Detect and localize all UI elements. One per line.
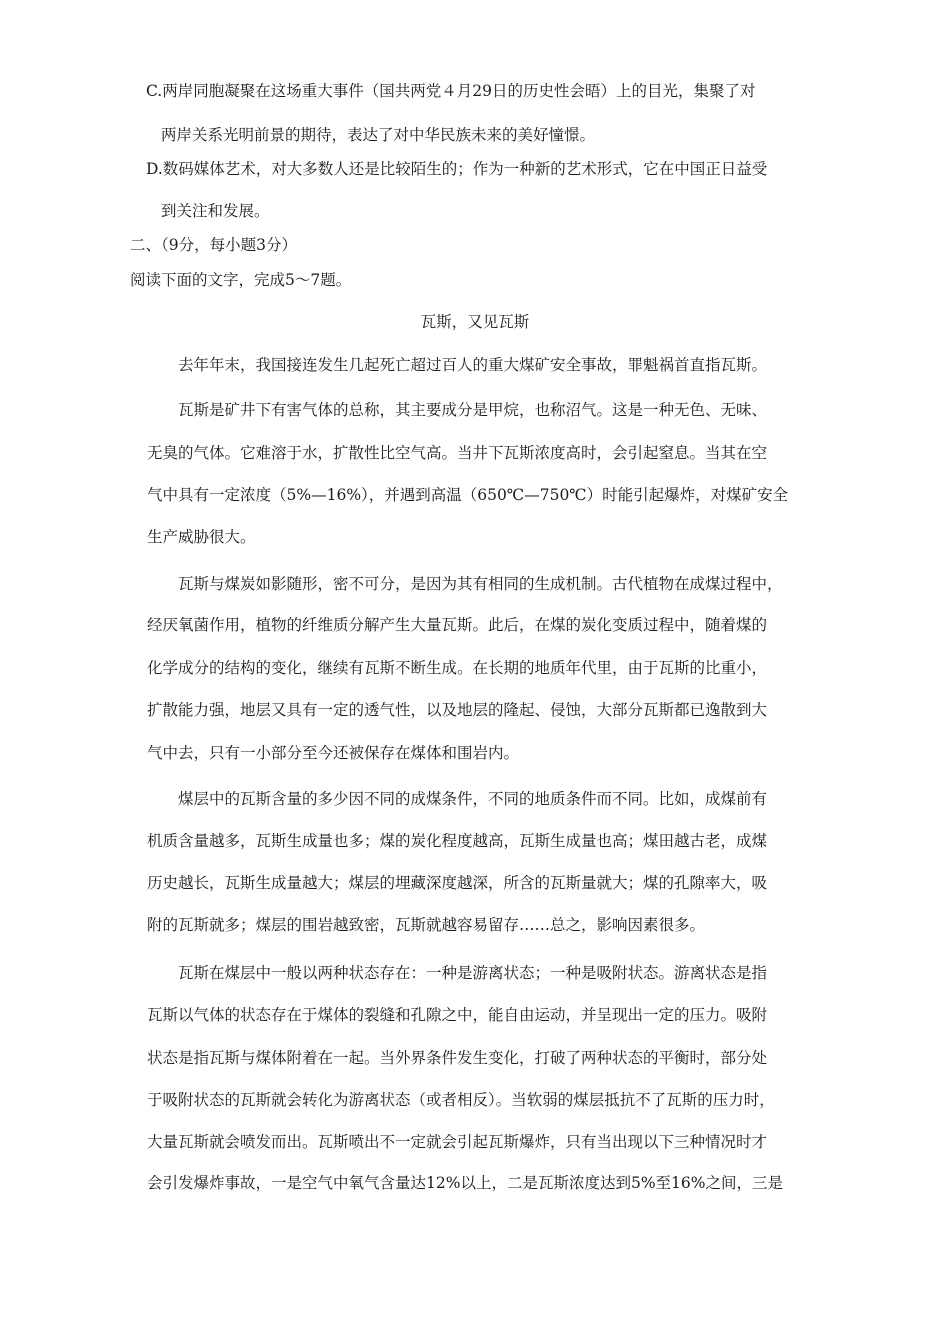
paragraph-3-line-2: 经厌氧菌作用，植物的纤维质分解产生大量瓦斯。此后，在煤的炭化变质过程中，随着煤的 <box>147 616 768 634</box>
paragraph-5-line-2: 瓦斯以气体的状态存在于煤体的裂缝和孔隙之中，能自由运动，并呈现出一定的压力。吸附 <box>147 1006 768 1024</box>
paragraph-5-line-3: 状态是指瓦斯与煤体附着在一起。当外界条件发生变化，打破了两种状态的平衡时，部分处 <box>147 1049 768 1067</box>
paragraph-3-line-3: 化学成分的结构的变化，继续有瓦斯不断生成。在长期的地质年代里，由于瓦斯的比重小， <box>147 659 768 677</box>
paragraph-3-line-1: 瓦斯与煤炭如影随形，密不可分，是因为其有相同的生成机制。古代植物在成煤过程中， <box>178 575 783 593</box>
paragraph-5-line-1: 瓦斯在煤层中一般以两种状态存在：一种是游离状态；一种是吸附状态。游离状态是指 <box>178 964 768 982</box>
paragraph-3-line-5: 气中去，只有一小部分至今还被保存在煤体和围岩内。 <box>147 744 520 762</box>
option-c-line-1: C.两岸同胞凝聚在这场重大事件（国共两党４月29日的历史性会晤）上的目光，集聚了对 <box>146 82 756 100</box>
paragraph-4-line-4: 附的瓦斯就多；煤层的围岩越致密，瓦斯就越容易留存……总之，影响因素很多。 <box>147 916 706 934</box>
article-title: 瓦斯，又见瓦斯 <box>420 313 530 331</box>
paragraph-2-line-3: 气中具有一定浓度（5%—16%），并遇到高温（650℃—750℃）时能引起爆炸，对煤矿安全 <box>147 486 789 504</box>
option-d-line-2: 到关注和发展。 <box>161 202 270 220</box>
option-c-line-2: 两岸关系光明前景的期待，表达了对中华民族未来的美好憧憬。 <box>161 126 596 144</box>
paragraph-5-line-6: 会引发爆炸事故，一是空气中氧气含量达12%以上，二是瓦斯浓度达到5%至16%之间，三是 <box>147 1174 783 1192</box>
paragraph-5-line-4: 于吸附状态的瓦斯就会转化为游离状态（或者相反）。当软弱的煤层抵抗不了瓦斯的压力时， <box>147 1091 775 1109</box>
section-heading: 二、（9分，每小题3分） <box>130 236 297 254</box>
option-d-line-1: D.数码媒体艺术，对大多数人还是比较陌生的；作为一种新的艺术形式，它在中国正日益受 <box>146 160 768 178</box>
paragraph-5-line-5: 大量瓦斯就会喷发而出。瓦斯喷出不一定就会引起瓦斯爆炸，只有当出现以下三种情况时才 <box>147 1133 768 1151</box>
section-instruction: 阅读下面的文字，完成5～7题。 <box>130 271 352 289</box>
paragraph-2-line-2: 无臭的气体。它难溶于水，扩散性比空气高。当井下瓦斯浓度高时，会引起窒息。当其在空 <box>147 444 768 462</box>
paragraph-2-line-1: 瓦斯是矿井下有害气体的总称，其主要成分是甲烷，也称沼气。这是一种无色、无味、 <box>178 401 768 419</box>
paragraph-1-line-1: 去年年末，我国接连发生几起死亡超过百人的重大煤矿安全事故，罪魁祸首直指瓦斯。 <box>178 356 768 374</box>
paragraph-4-line-3: 历史越长，瓦斯生成量越大；煤层的埋藏深度越深，所含的瓦斯量就大；煤的孔隙率大，吸 <box>147 874 768 892</box>
paragraph-2-line-4: 生产威胁很大。 <box>147 528 256 546</box>
paragraph-3-line-4: 扩散能力强，地层又具有一定的透气性，以及地层的隆起、侵蚀，大部分瓦斯都已逸散到大 <box>147 701 768 719</box>
paragraph-4-line-1: 煤层中的瓦斯含量的多少因不同的成煤条件，不同的地质条件而不同。比如，成煤前有 <box>178 790 768 808</box>
paragraph-4-line-2: 机质含量越多，瓦斯生成量也多；煤的炭化程度越高，瓦斯生成量也高；煤田越古老，成煤 <box>147 832 768 850</box>
